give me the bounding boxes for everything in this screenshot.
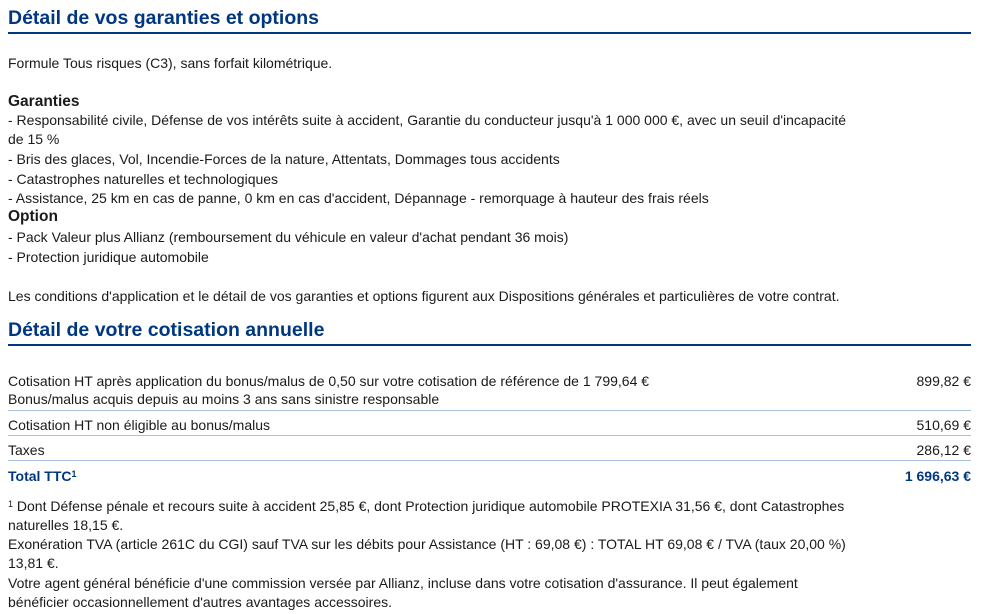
tva-line: 13,81 €. [8,555,59,571]
contribution-row [8,441,971,461]
section-title-contribution: Détail de votre cotisation annuelle [8,318,971,346]
agent-line: bénéficier occasionnellement d'autres avantages accessoires. [8,594,393,610]
garantie-line: - Bris des glaces, Vol, Incendie-Forces de la nature, Attentats, Dommages tous accidents [8,151,560,167]
garantie-line: - Assistance, 25 km en cas de panne, 0 km en cas d'accident, Dépannage - remorquage à hauteur des frais réels [8,190,709,206]
row-label: Taxes [8,442,45,458]
row-label: Cotisation HT non éligible au bonus/malus [8,417,271,433]
total-row [8,467,971,486]
garanties-heading: Garanties [8,93,80,110]
footnote-mark: 1 [71,469,77,479]
row-amount: 899,82 € [916,373,971,389]
row-label: Cotisation HT après application du bonus/malus de 0,50 sur votre cotisation de référence de 1 799,64 € [8,373,650,389]
row-amount: 510,69 € [916,417,971,433]
option-line: - Protection juridique automobile [8,249,209,265]
formula-text: Formule Tous risques (C3), sans forfait kilométrique. [8,55,333,71]
garantie-line: de 15 % [8,131,60,147]
footnote-line: naturelles 18,15 €. [8,517,124,533]
footnote-text: Dont Défense pénale et recours suite à accident 25,85 €, dont Protection juridique automobile PROTEXIA 31,56 €, dont Catastrophes [13,498,845,514]
total-label [8,467,77,485]
garantie-line: - Responsabilité civile, Défense de vos intérêts suite à accident, Garantie du conducteur jusqu'à 1 000 000 €, avec un seuil d'incapacité [8,112,847,128]
option-line: - Pack Valeur plus Allianz (remboursement du véhicule en valeur d'achat pendant 36 mois) [8,229,569,245]
agent-line: Votre agent général bénéficie d'une commission versée par Allianz, incluse dans votre cotisation d'assurance. Il peut également [8,575,798,591]
row-sublabel: Bonus/malus acquis depuis au moins 3 ans sans sinistre responsable [8,391,440,407]
section-title-guarantees: Détail de vos garanties et options [8,6,971,34]
garantie-line: - Catastrophes naturelles et technologiques [8,171,279,187]
total-label-text: Total TTC [8,468,72,484]
total-amount: 1 696,63 € [904,468,971,484]
conditions-note: Les conditions d'application et le détail de vos garanties et options figurent aux Dispositions générales et particulières de votre contrat. [8,288,840,304]
row-amount: 286,12 € [916,442,971,458]
footnote-line [8,497,844,515]
tva-line: Exonération TVA (article 261C du CGI) sauf TVA sur les débits pour Assistance (HT : 69,08 €) : TOTAL HT 69,08 € / TVA (taux 20,00 %) [8,536,846,552]
contribution-row [8,372,971,411]
footnote-mark: 1 [8,499,14,509]
option-heading: Option [8,208,58,225]
contribution-row [8,416,971,436]
